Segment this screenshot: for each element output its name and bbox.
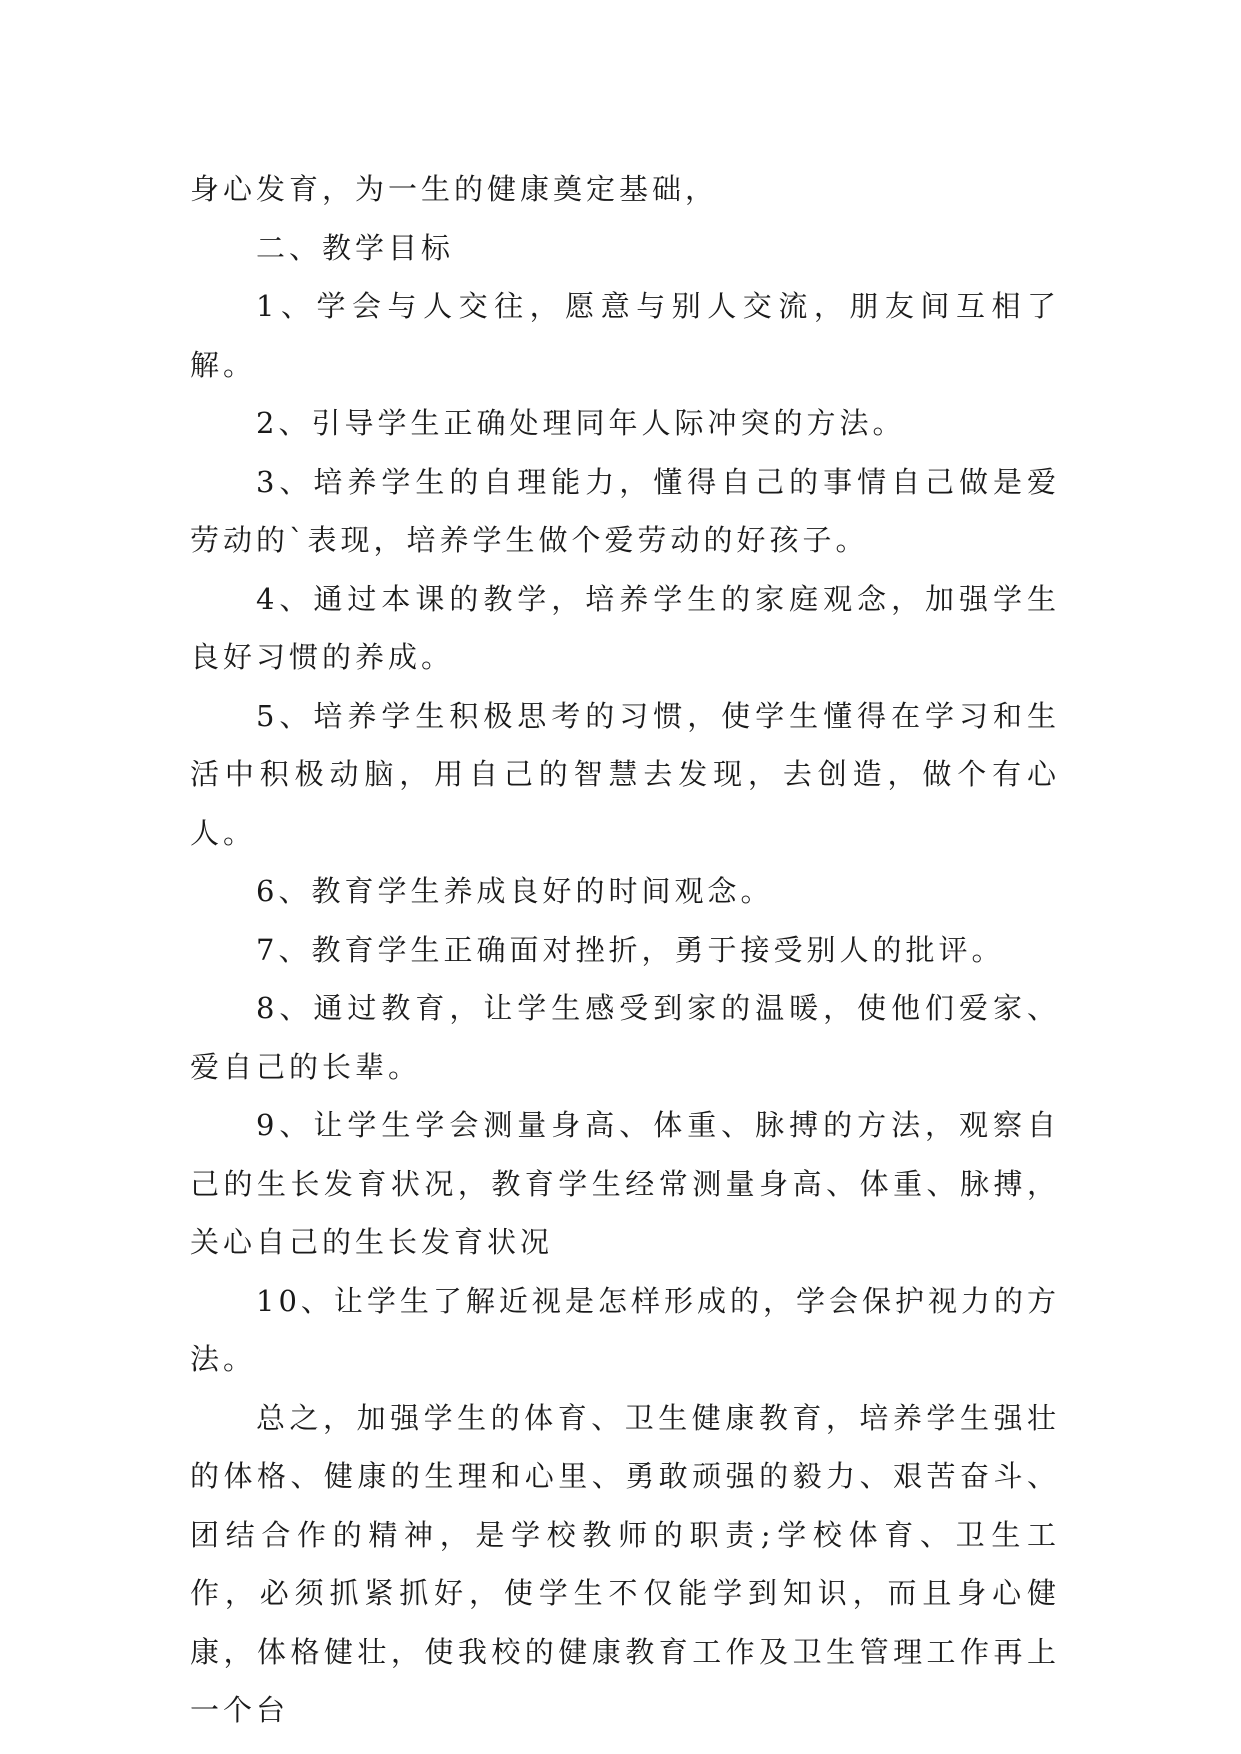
goal-item-6: 6、教育学生养成良好的时间观念。 [256, 874, 774, 908]
goal-item-1: 1、学会与人交往，愿意与别人交流，朋友间互相了解。 [190, 289, 1060, 382]
goal-item-3: 3、培养学生的自理能力，懂得自己的事情自己做是爱劳动的`表现，培养学生做个爱劳动的好孩子。 [190, 464, 1060, 557]
summary-paragraph: 总之，加强学生的体育、卫生健康教育，培养学生强壮的体格、健康的生理和心里、勇敢顽强的毅力、艰苦奋斗、团结合作的精神，是学校教师的职责;学校体育、卫生工作，必须抓紧抓好，使学生不仅能学到知识，而且身心健康，体格健壮，使我校的健康教育工作及卫生管理工作再上一个台 [190, 1400, 1060, 1727]
goal-item-8: 8、通过教育，让学生感受到家的温暖，使他们爱家、爱自己的长辈。 [190, 991, 1060, 1084]
goal-item-2: 2、引导学生正确处理同年人际冲突的方法。 [256, 406, 906, 440]
goal-item-4: 4、通过本课的教学，培养学生的家庭观念，加强学生良好习惯的养成。 [190, 581, 1060, 674]
paragraph-continuation: 身心发育，为一生的健康奠定基础， [190, 172, 719, 206]
goal-item-9: 9、让学生学会测量身高、体重、脉搏的方法，观察自己的生长发育状况，教育学生经常测量身高、体重、脉搏，关心自己的生长发育状况 [190, 1108, 1060, 1259]
document-body [190, 160, 1060, 1740]
goal-item-7: 7、教育学生正确面对挫折，勇于接受别人的批评。 [256, 932, 1005, 967]
section-heading-teaching-goals: 二、教学目标 [256, 230, 455, 265]
goal-item-10: 10、让学生了解近视是怎样形成的，学会保护视力的方法。 [190, 1283, 1060, 1376]
goal-item-5: 5、培养学生积极思考的习惯，使学生懂得在学习和生活中积极动脑，用自己的智慧去发现，去创造，做个有心人。 [190, 698, 1060, 850]
